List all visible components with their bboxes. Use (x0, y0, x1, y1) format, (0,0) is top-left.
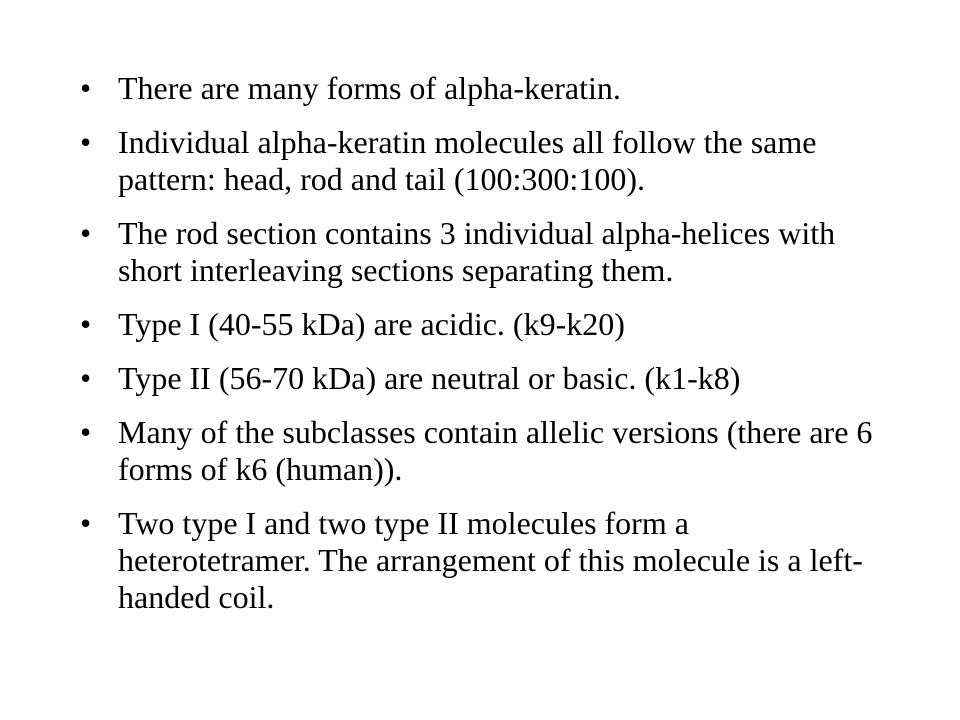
bullet-icon: • (80, 360, 92, 396)
bullet-item-heterotetramer (80, 505, 880, 616)
bullet-icon: • (80, 215, 92, 251)
bullet-icon: • (80, 306, 92, 342)
bullet-item-type-i (80, 306, 880, 343)
bullet-icon: • (80, 124, 92, 160)
bullet-item-forms (80, 70, 880, 107)
bullet-text: Two type I and two type II molecules form a heterotetramer. The arrangement of this molecule is a left-handed coil. (118, 505, 863, 615)
bullet-item-rod-section (80, 215, 880, 289)
bullet-text: Many of the subclasses contain allelic versions (there are 6 forms of k6 (human)). (118, 414, 873, 487)
bullet-item-subclasses (80, 414, 880, 488)
bullet-icon: • (80, 414, 92, 450)
bullet-icon: • (80, 70, 92, 106)
bullet-icon: • (80, 505, 92, 541)
bullet-text: There are many forms of alpha-keratin. (118, 70, 621, 106)
bullet-item-type-ii (80, 360, 880, 397)
bullet-item-pattern (80, 124, 880, 198)
bullet-text: Type II (56-70 kDa) are neutral or basic. (k1-k8) (118, 360, 741, 396)
bullet-text: Type I (40-55 kDa) are acidic. (k9-k20) (118, 306, 625, 342)
bullet-text: Individual alpha-keratin molecules all follow the same pattern: head, rod and tail (100:300:100). (118, 124, 817, 197)
bullet-text: The rod section contains 3 individual alpha-helices with short interleaving sections separating them. (118, 215, 836, 288)
bullet-list (80, 70, 880, 633)
